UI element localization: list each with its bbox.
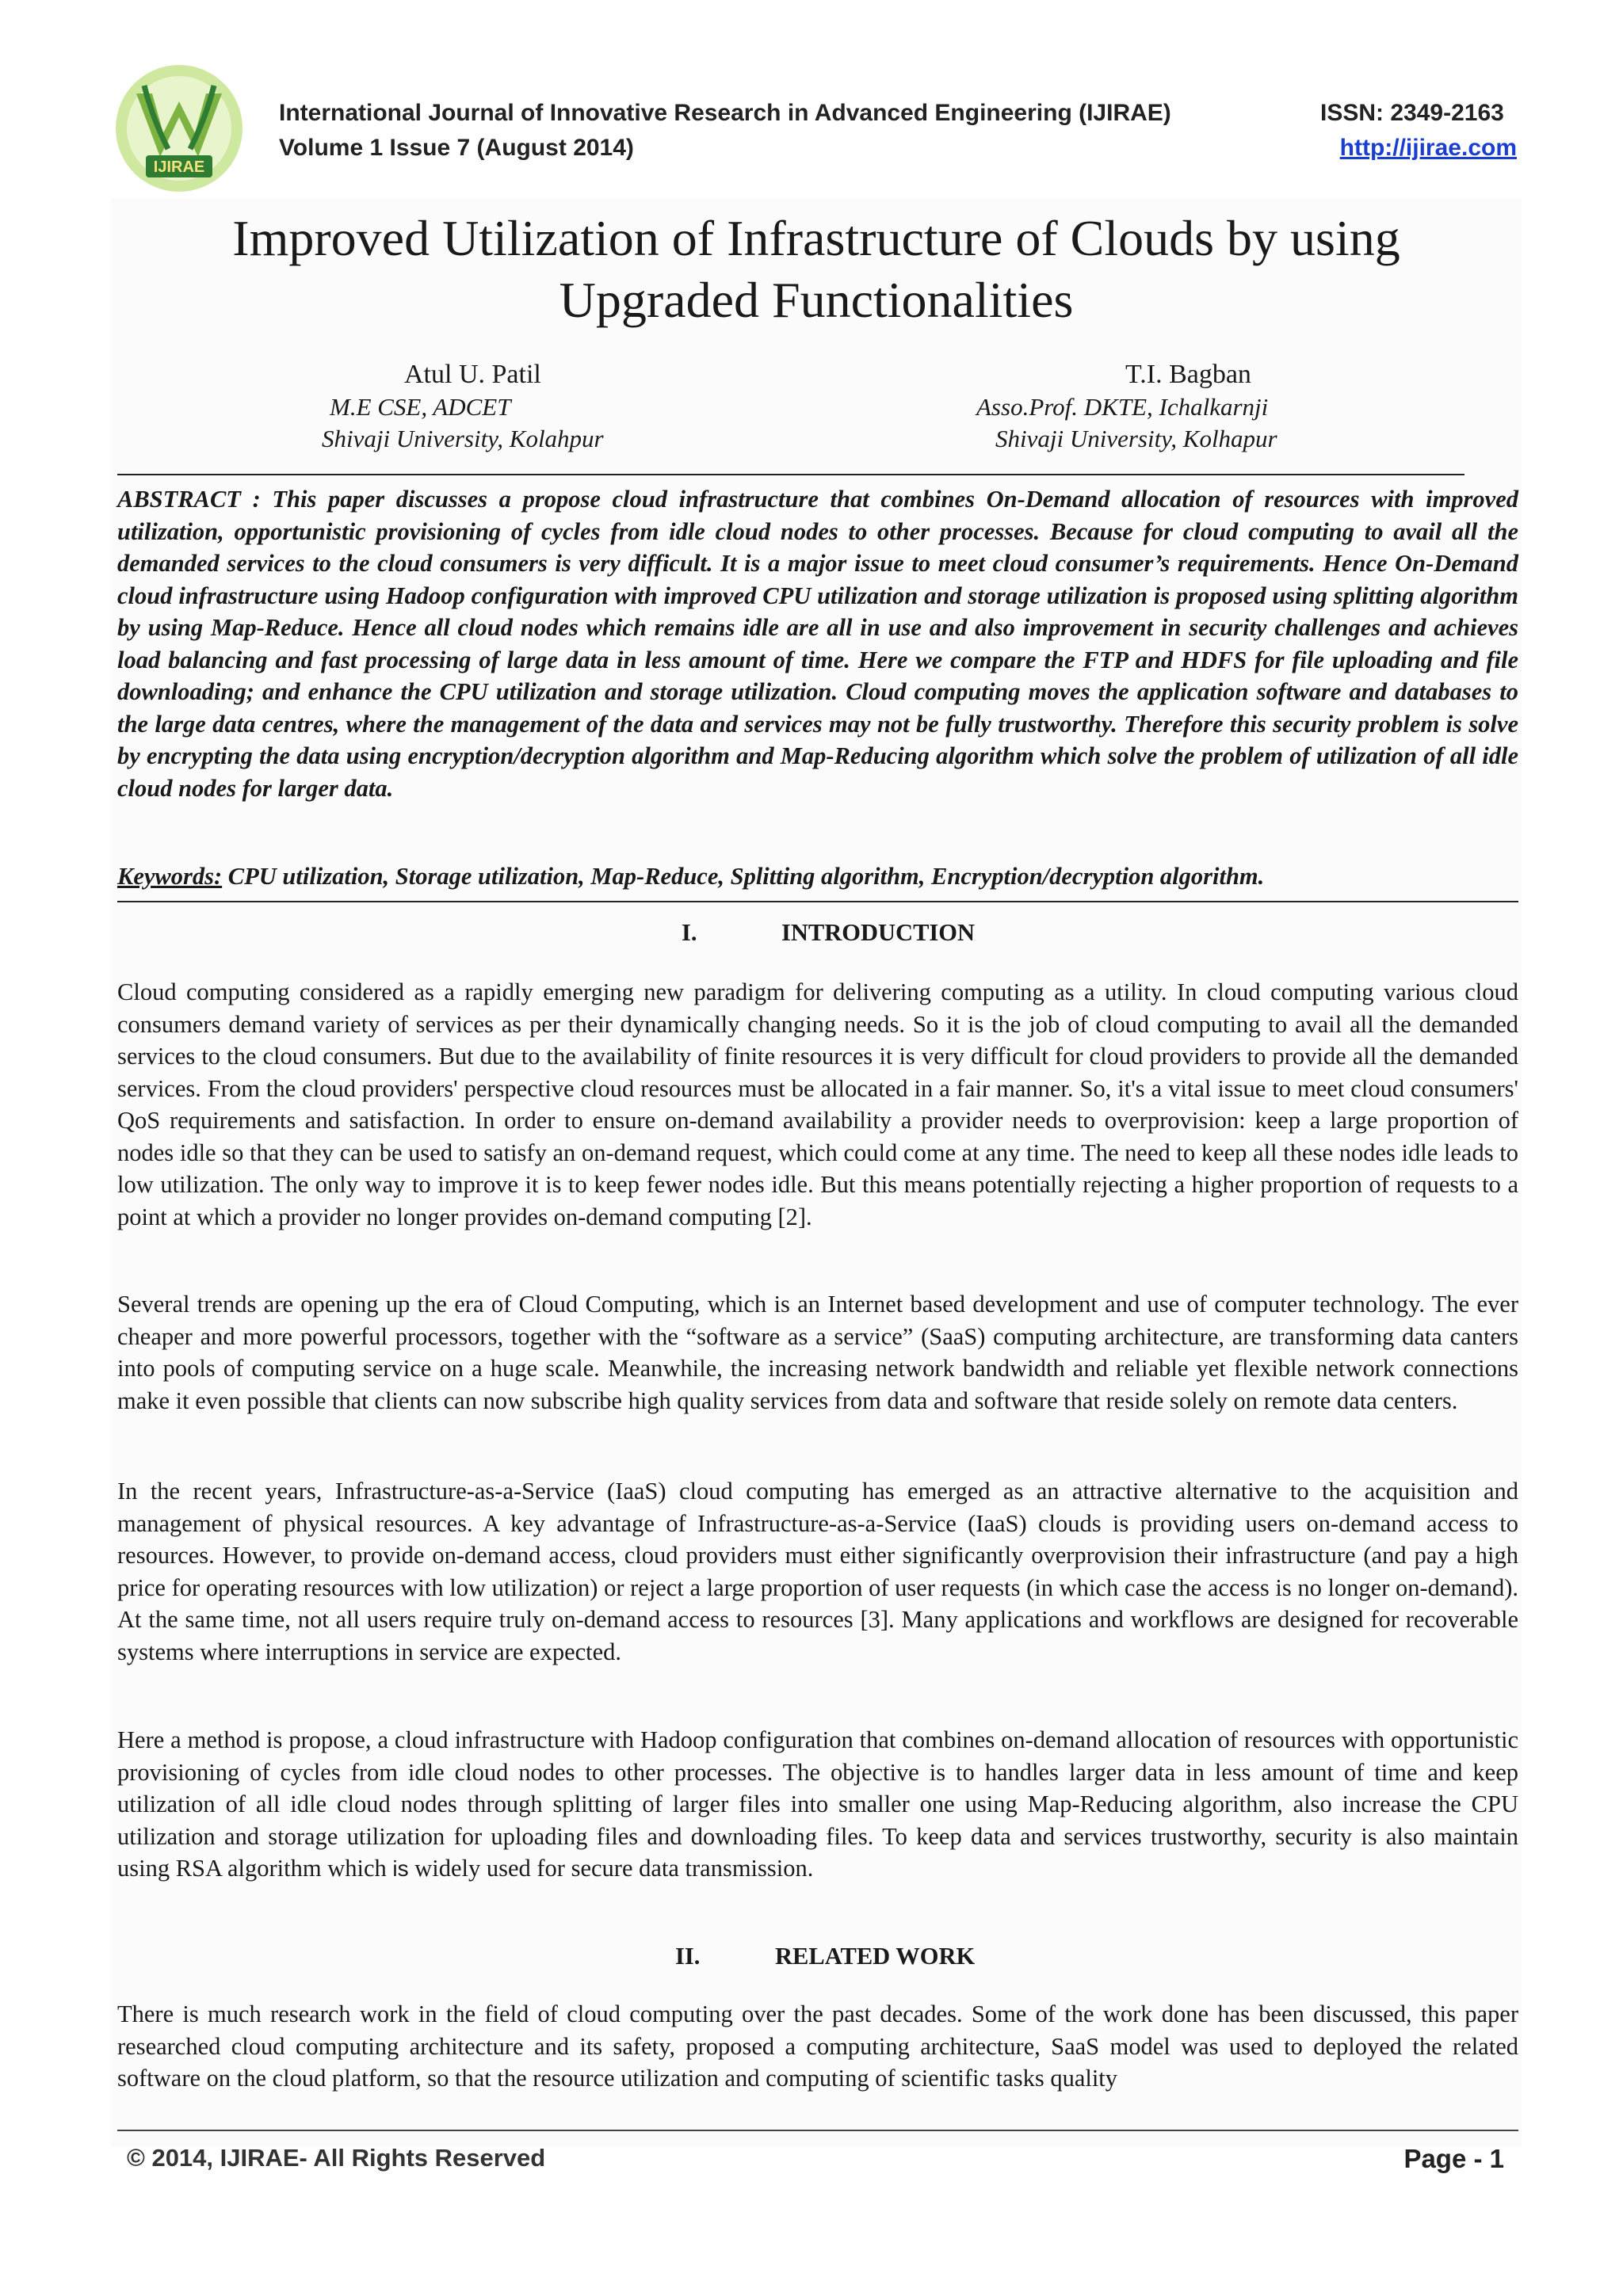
svg-text:IJIRAE: IJIRAE xyxy=(153,158,205,176)
author-1-university: Shivaji University, Kolahpur xyxy=(322,425,604,452)
intro-paragraph-4 xyxy=(117,1724,1518,1886)
journal-volume: Volume 1 Issue 7 (August 2014) xyxy=(279,135,634,161)
section-1-heading: INTRODUCTION xyxy=(781,919,976,946)
author-1-affiliation: M.E CSE, ADCET xyxy=(330,393,511,421)
ijirae-logo xyxy=(113,62,246,195)
author-2-university: Shivaji University, Kolhapur xyxy=(995,425,1277,452)
keywords xyxy=(117,863,1518,891)
keywords-label: Keywords: xyxy=(117,863,223,890)
keywords-rule xyxy=(117,901,1518,902)
intro-paragraph-3: In the recent years, Infrastructure-as-a-Service (IaaS) cloud computing has emerged as an attractive alternative to the acquisition and management of physical resources. A key advantage of Infrastructure-as-a-Service (IaaS) clouds is providing users on-demand access to resources. However, to provide on-demand access, cloud providers must either significantly overprovision their infrastructure (and pay a high price for operating resources with low utilization) or reject a large proportion of user requests (in which case the access is no longer on-demand). At the same time, not all users require truly on-demand access to resources [3]. Many applications and workflows are designed for recoverable systems where interruptions in service are expected. xyxy=(117,1478,1518,1665)
abstract-top-rule xyxy=(117,474,1465,475)
section-2-heading: RELATED WORK xyxy=(775,1943,976,1970)
paper-title xyxy=(111,208,1522,331)
page-number: Page - 1 xyxy=(1403,2144,1504,2173)
journal-url-link[interactable]: http://ijirae.com xyxy=(1339,135,1517,161)
intro-paragraph-2: Several trends are opening up the era of Cloud Computing, which is an Internet based development and use of computer technology. The ever cheaper and more powerful processors, together with the “software as a service” (SaaS) computing architecture, are transforming data canters into pools of computing service on a huge scale. Meanwhile, the increasing network bandwidth and reliable yet flexible network connections make it even possible that clients can now subscribe high quality services from data and software that reside solely on remote data centers. xyxy=(117,1291,1518,1414)
title-line-1: Improved Utilization of Infrastructure of Clouds by using xyxy=(232,210,1400,266)
author-2-name: T.I. Bagban xyxy=(1125,360,1251,389)
author-1-name: Atul U. Patil xyxy=(404,360,541,389)
copyright-notice: © 2014, IJIRAE- All Rights Reserved xyxy=(127,2144,546,2172)
intro-paragraph-4-text-b: is xyxy=(392,1856,409,1881)
section-2-number: II. xyxy=(675,1943,701,1970)
author-2-affiliation: Asso.Prof. DKTE, Ichalkarnji xyxy=(976,393,1269,421)
keywords-text: CPU utilization, Storage utilization, Map-Reduce, Splitting algorithm, Encryption/decryption algorithm. xyxy=(222,863,1265,890)
intro-paragraph-1: Cloud computing considered as a rapidly emerging new paradigm for delivering computing as a utility. In cloud computing various cloud consumers demand variety of services as per their dynamically changing needs. So it is the job of cloud computing to avail all the demanded services to the cloud consumers. But due to the availability of finite resources it is very difficult for cloud providers to provide all the demanded services. From the cloud providers' perspective cloud resources must be allocated in a fair manner. So, it's a vital issue to meet cloud consumers' QoS requirements and satisfaction. In order to ensure on-demand availability a provider needs to overprovision: keep a large proportion of nodes idle so that they can be used to satisfy an on-demand request, which could come at any time. The need to keep all these nodes idle leads to low utilization. The only way to improve it is to keep fewer nodes idle. But this means potentially rejecting a higher proportion of requests to a point at which a provider no longer provides on-demand computing [2]. xyxy=(117,978,1518,1230)
issn: ISSN: 2349-2163 xyxy=(1320,100,1504,126)
intro-paragraph-4-text-a: Here a method is propose, a cloud infrastructure with Hadoop configuration that combines on-demand allocation of resources with opportunistic provisioning of cycles from idle cloud nodes to other processes. The objective is to handles larger data in less amount of time and keep utilization of all idle cloud nodes through splitting of larger files into smaller one using Map-Reducing algorithm, also increase the CPU utilization and storage utilization for uploading files and downloading files. To keep data and services trustworthy, security is also maintain using RSA algorithm which xyxy=(117,1726,1518,1882)
footer-rule xyxy=(117,2130,1518,2131)
related-work-paragraph-1: There is much research work in the field of cloud computing over the past decades. Some of the work done has been discussed, this paper researched cloud computing architecture and its safety, proposed a computing architecture, SaaS model was used to deployed the related software on the cloud platform, so that the resource utilization and computing of scientific tasks quality xyxy=(117,2000,1518,2092)
abstract: ABSTRACT : This paper discusses a propose cloud infrastructure that combines On-Demand allocation of resources with improved utilization, opportunistic provisioning of cycles from idle cloud nodes to other processes. Because for cloud computing to avail all the demanded services to the cloud consumers is very difficult. It is a major issue to meet cloud consumer’s requirements. Hence On-Demand cloud infrastructure using Hadoop configuration with improved CPU utilization and storage utilization is proposed using splitting algorithm by using Map-Reduce. Hence all cloud nodes which remains idle are all in use and also improvement in security challenges and achieves load balancing and fast processing of large data in less amount of time. Here we compare the FTP and HDFS for file uploading and file downloading; and enhance the CPU utilization and storage utilization. Cloud computing moves the application software and databases to the large data centres, where the management of the data and services may not be fully trustworthy. Therefore this security problem is solve by encrypting the data using encryption/decryption algorithm and Map-Reducing algorithm which solve the problem of utilization of all idle cloud nodes for larger data. xyxy=(117,486,1518,802)
section-1-number: I. xyxy=(682,919,697,946)
title-line-2: Upgraded Functionalities xyxy=(559,272,1074,328)
intro-paragraph-4-text-c: widely used for secure data transmission. xyxy=(408,1855,814,1882)
journal-name: International Journal of Innovative Research in Advanced Engineering (IJIRAE) xyxy=(279,100,1171,126)
